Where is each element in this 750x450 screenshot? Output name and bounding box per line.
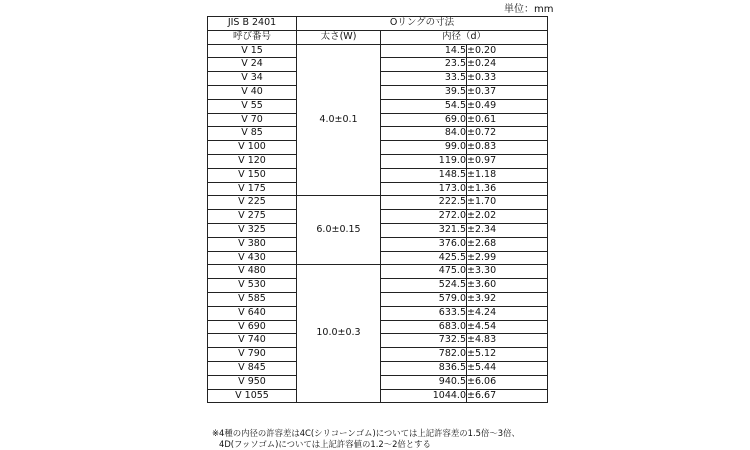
- unit-label: 単位：mm: [504, 4, 554, 15]
- nominal-code-cell: V 325: [208, 223, 297, 237]
- tolerance-cell: ±2.68: [467, 237, 548, 251]
- nominal-code-cell: V 175: [208, 182, 297, 196]
- inner-diameter-cell: 23.5: [381, 58, 467, 72]
- tolerance-cell: ±3.30: [467, 265, 548, 279]
- header-oring-dims: Oリングの寸法: [297, 17, 548, 31]
- nominal-code-cell: V 585: [208, 292, 297, 306]
- oring-dimension-table: [207, 16, 548, 403]
- tolerance-cell: ±4.83: [467, 334, 548, 348]
- nominal-code-cell: V 530: [208, 279, 297, 293]
- tolerance-cell: ±1.36: [467, 182, 548, 196]
- tolerance-cell: ±4.24: [467, 306, 548, 320]
- table-body: [208, 17, 548, 403]
- inner-diameter-cell: 579.0: [381, 292, 467, 306]
- inner-diameter-cell: 33.5: [381, 72, 467, 86]
- nominal-code-cell: V 275: [208, 210, 297, 224]
- nominal-code-cell: V 55: [208, 99, 297, 113]
- header-thickness: 太さ(W): [297, 30, 381, 44]
- tolerance-cell: ±0.37: [467, 85, 548, 99]
- nominal-code-cell: V 225: [208, 196, 297, 210]
- nominal-code-cell: V 85: [208, 127, 297, 141]
- header-nominal: 呼び番号: [208, 30, 297, 44]
- nominal-code-cell: V 100: [208, 141, 297, 155]
- inner-diameter-cell: 633.5: [381, 306, 467, 320]
- inner-diameter-cell: 683.0: [381, 320, 467, 334]
- tolerance-cell: ±3.92: [467, 292, 548, 306]
- nominal-code-cell: V 480: [208, 265, 297, 279]
- tolerance-cell: ±0.20: [467, 44, 548, 58]
- tolerance-cell: ±6.67: [467, 389, 548, 403]
- tolerance-cell: ±5.44: [467, 361, 548, 375]
- nominal-code-cell: V 150: [208, 168, 297, 182]
- inner-diameter-cell: 99.0: [381, 141, 467, 155]
- tolerance-cell: ±2.34: [467, 223, 548, 237]
- inner-diameter-cell: 119.0: [381, 154, 467, 168]
- inner-diameter-cell: 524.5: [381, 279, 467, 293]
- inner-diameter-cell: 782.0: [381, 348, 467, 362]
- inner-diameter-cell: 148.5: [381, 168, 467, 182]
- nominal-code-cell: V 740: [208, 334, 297, 348]
- tolerance-cell: ±0.24: [467, 58, 548, 72]
- nominal-code-cell: V 15: [208, 44, 297, 58]
- nominal-code-cell: V 1055: [208, 389, 297, 403]
- tolerance-cell: ±0.72: [467, 127, 548, 141]
- tolerance-cell: ±0.49: [467, 99, 548, 113]
- inner-diameter-cell: 14.5: [381, 44, 467, 58]
- nominal-code-cell: V 380: [208, 237, 297, 251]
- nominal-code-cell: V 24: [208, 58, 297, 72]
- inner-diameter-cell: 475.0: [381, 265, 467, 279]
- footnote-line-1: ※4種の内径の許容差は4C(シリコーンゴム)については上記許容差の1.5倍～3倍、: [212, 428, 520, 438]
- header-row-2: [208, 30, 548, 44]
- thickness-cell: 4.0±0.1: [297, 44, 381, 196]
- inner-diameter-cell: 173.0: [381, 182, 467, 196]
- tolerance-cell: ±0.97: [467, 154, 548, 168]
- tolerance-cell: ±2.99: [467, 251, 548, 265]
- tolerance-cell: ±3.60: [467, 279, 548, 293]
- nominal-code-cell: V 950: [208, 375, 297, 389]
- nominal-code-cell: V 640: [208, 306, 297, 320]
- nominal-code-cell: V 70: [208, 113, 297, 127]
- inner-diameter-cell: 222.5: [381, 196, 467, 210]
- nominal-code-cell: V 40: [208, 85, 297, 99]
- nominal-code-cell: V 845: [208, 361, 297, 375]
- inner-diameter-cell: 272.0: [381, 210, 467, 224]
- tolerance-cell: ±0.33: [467, 72, 548, 86]
- nominal-code-cell: V 34: [208, 72, 297, 86]
- inner-diameter-cell: 39.5: [381, 85, 467, 99]
- header-row-1: [208, 17, 548, 31]
- inner-diameter-cell: 836.5: [381, 361, 467, 375]
- inner-diameter-cell: 69.0: [381, 113, 467, 127]
- nominal-code-cell: V 120: [208, 154, 297, 168]
- tolerance-cell: ±5.12: [467, 348, 548, 362]
- nominal-code-cell: V 690: [208, 320, 297, 334]
- inner-diameter-cell: 732.5: [381, 334, 467, 348]
- tolerance-cell: ±1.70: [467, 196, 548, 210]
- table-row: [208, 265, 548, 279]
- tolerance-cell: ±0.83: [467, 141, 548, 155]
- nominal-code-cell: V 790: [208, 348, 297, 362]
- inner-diameter-cell: 1044.0: [381, 389, 467, 403]
- inner-diameter-cell: 376.0: [381, 237, 467, 251]
- inner-diameter-cell: 54.5: [381, 99, 467, 113]
- thickness-cell: 10.0±0.3: [297, 265, 381, 403]
- inner-diameter-cell: 321.5: [381, 223, 467, 237]
- table-row: [208, 196, 548, 210]
- nominal-code-cell: V 430: [208, 251, 297, 265]
- tolerance-cell: ±0.61: [467, 113, 548, 127]
- tolerance-cell: ±4.54: [467, 320, 548, 334]
- header-inner-diameter: 内径（d）: [381, 30, 548, 44]
- thickness-cell: 6.0±0.15: [297, 196, 381, 265]
- header-standard: JIS B 2401: [208, 17, 297, 31]
- tolerance-cell: ±1.18: [467, 168, 548, 182]
- tolerance-cell: ±2.02: [467, 210, 548, 224]
- footnote-line-2: 4D(フッソゴム)については上記許容値の1.2～2倍とする: [219, 439, 431, 449]
- inner-diameter-cell: 940.5: [381, 375, 467, 389]
- tolerance-cell: ±6.06: [467, 375, 548, 389]
- table-row: [208, 44, 548, 58]
- inner-diameter-cell: 84.0: [381, 127, 467, 141]
- inner-diameter-cell: 425.5: [381, 251, 467, 265]
